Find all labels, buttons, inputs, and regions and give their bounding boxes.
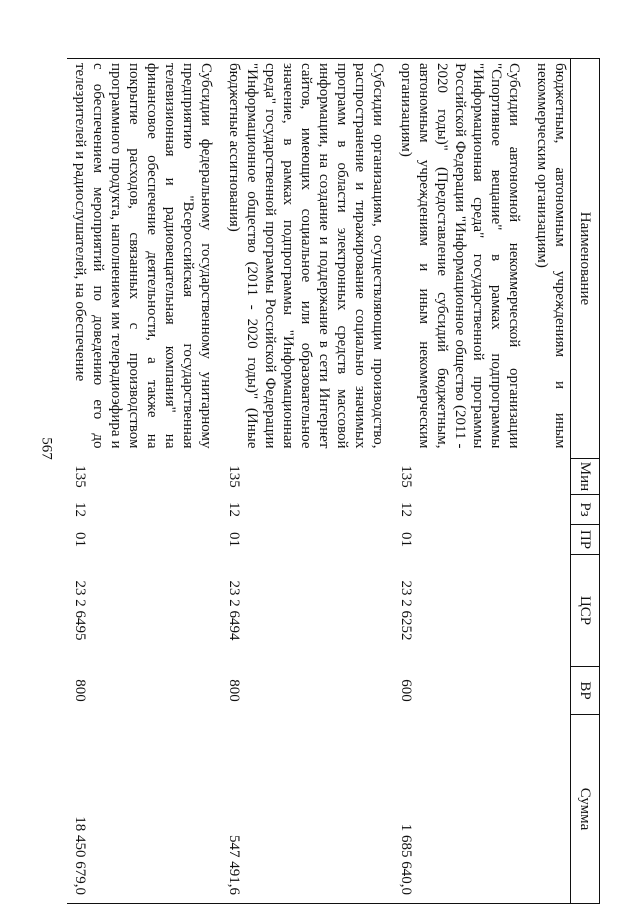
header-sum: Сумма bbox=[571, 715, 600, 904]
row-min: 135 bbox=[226, 465, 242, 488]
row-csr: 23 2 6252 bbox=[398, 580, 414, 641]
row-pr: 01 bbox=[226, 532, 242, 547]
row-sum: 547 491,6 bbox=[221, 715, 393, 904]
row-pr: 01 bbox=[398, 532, 414, 547]
row-sum: 18 450 679,0 bbox=[67, 715, 221, 904]
table-header-row bbox=[571, 59, 600, 904]
budget-table bbox=[67, 58, 600, 904]
row-name: Субсидии федеральному государственному унитарному предприятию "Всероссийская государственная телевизионная и радиовещательная компания" на финансовое обеспечение деятельности, а также на покрытие расходов, связанных с производством программного продукта, наполнением им телерадиоэфира и с обеспечением мероприятий по доведению его до телезрителей и радиослушателей, на обеспечение bbox=[67, 59, 221, 459]
row-csr bbox=[529, 555, 571, 667]
row-vr bbox=[529, 667, 571, 715]
row-min: 135 bbox=[398, 465, 414, 488]
table-row bbox=[393, 59, 529, 904]
rotated-page-content bbox=[55, 58, 600, 903]
row-rz: 12 bbox=[72, 502, 88, 517]
row-name: бюджетным, автономным учреждениям и иным некоммерческим организациям) bbox=[529, 59, 571, 459]
row-vr: 800 bbox=[72, 679, 88, 702]
table-row bbox=[529, 59, 571, 904]
header-vr: ВР bbox=[571, 667, 600, 715]
table-row bbox=[221, 59, 393, 904]
header-name: Наименование bbox=[571, 59, 600, 459]
row-min: 135 bbox=[72, 465, 88, 488]
header-pr: ПР bbox=[571, 525, 600, 555]
page-number: 567 bbox=[38, 437, 55, 460]
row-sum: 1 685 640,0 bbox=[393, 715, 529, 904]
row-vr: 600 bbox=[398, 679, 414, 702]
row-rz bbox=[529, 495, 571, 525]
row-pr: 01 bbox=[72, 532, 88, 547]
row-csr: 23 2 6495 bbox=[72, 580, 88, 641]
header-rz: Рз bbox=[571, 495, 600, 525]
row-pr bbox=[529, 525, 571, 555]
row-name: Субсидии автономной некоммерческой организации "Спортивное вещание" в рамках подпрограммы "Информационная среда" государственной программы Российской Федерации "Информационное общество (2011 - 2020 годы)" (Предоставление субсидий бюджетным, автономным учреждениям и иным некоммерческим организациям) bbox=[393, 59, 529, 459]
row-name: Субсидии организациям, осуществляющим производство, распространение и тиражирование социально значимых программ в области электронных средств массовой информации, на создание и поддержание в сети Интернет сайтов, имеющих социальное или образовательное значение, в рамках подпрограммы "Информационная среда" государственной программы Российской Федерации "Информационное общество (2011 - 2020 годы)" (Иные бюджетные ассигнования) bbox=[221, 59, 393, 459]
row-rz: 12 bbox=[226, 502, 242, 517]
table-row bbox=[67, 59, 221, 904]
header-csr: ЦСР bbox=[571, 555, 600, 667]
header-min: Мин bbox=[571, 459, 600, 495]
row-csr: 23 2 6494 bbox=[226, 580, 242, 641]
row-min bbox=[529, 459, 571, 495]
row-rz: 12 bbox=[398, 502, 414, 517]
row-sum bbox=[529, 715, 571, 904]
row-vr: 800 bbox=[226, 679, 242, 702]
